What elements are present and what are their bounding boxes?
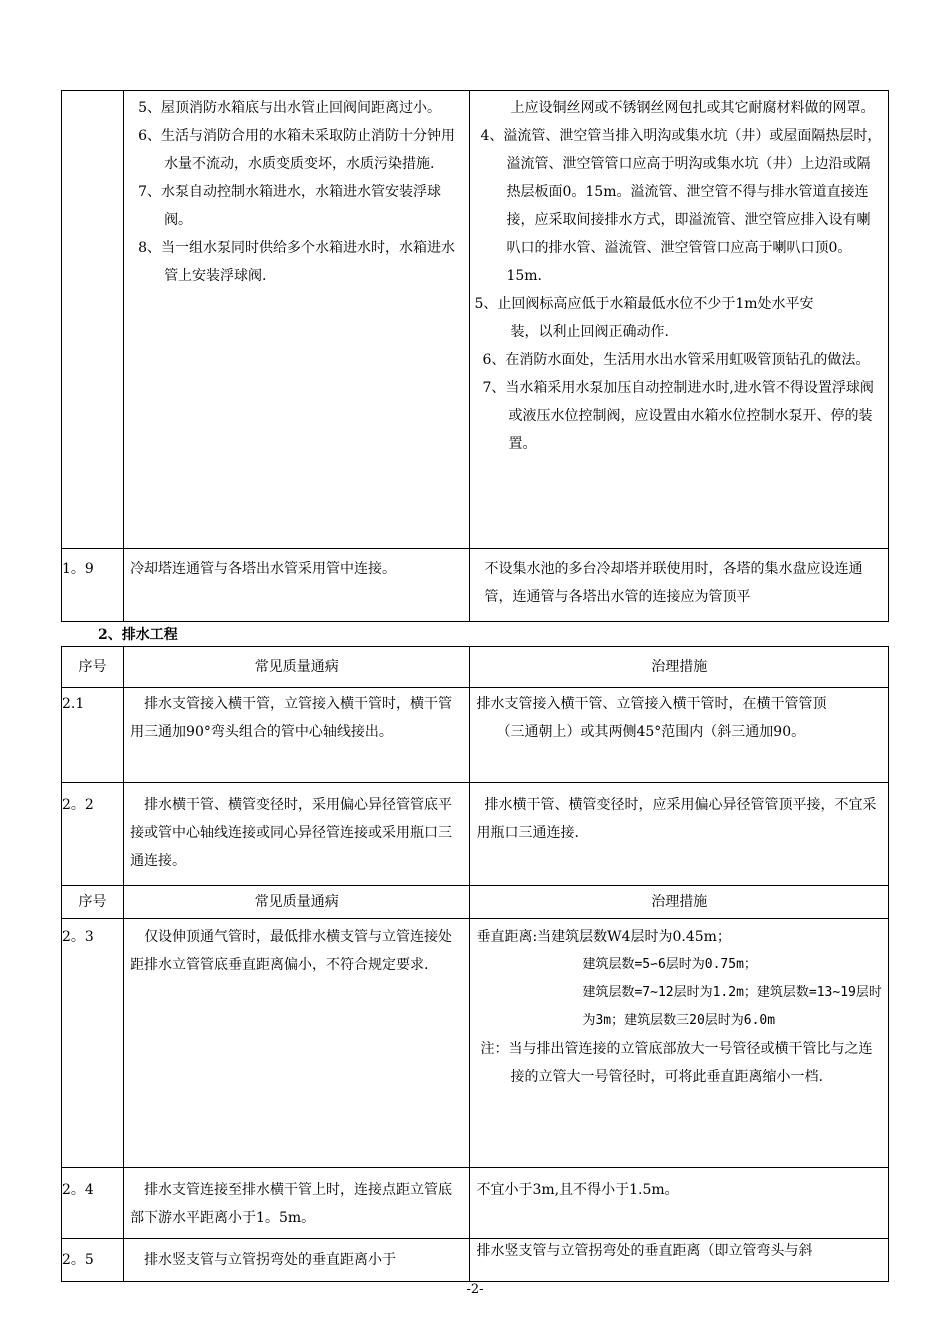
row-number: 2。3 bbox=[62, 919, 124, 1168]
measure-text: 排水支管接入横干管、立管接入横干管时，在横干管管顶 bbox=[476, 696, 827, 712]
problem-item: 7、水泵自动控制水箱进水，水箱进水管安装浮球阀。 bbox=[138, 184, 441, 228]
measure-cell: 不设集水池的多台冷却塔并联使用时，各塔的集水盘应设连通管，连通管与各塔出水管的连接应为管顶平 bbox=[470, 549, 889, 622]
header-num: 序号 bbox=[62, 647, 124, 688]
measure-text: 垂直距离:当建筑层数W4层时为0.45m； bbox=[476, 929, 731, 945]
water-supply-table bbox=[61, 90, 889, 622]
problem-item: 5、屋顶消防水箱底与出水管止回阀间距离过小。 bbox=[138, 100, 441, 116]
header-num: 序号 bbox=[62, 886, 124, 919]
table-header bbox=[62, 647, 889, 688]
measure-item: 7、当水箱采用水泵加压自动控制进水时,进水管不得设置浮球阀或液压水位控制阀，应设置由水箱水位控制水泵开、停的装置。 bbox=[482, 380, 874, 452]
problem-item: 6、生活与消防合用的水箱未采取防止消防十分钟用水量不流动，水质变质变坏，水质污染措施. bbox=[138, 128, 455, 172]
header-problem: 常见质量通病 bbox=[124, 647, 470, 688]
row-number: 2。4 bbox=[62, 1168, 124, 1239]
row-number: 2。2 bbox=[62, 783, 124, 886]
problem-cell bbox=[124, 91, 470, 549]
row-number: 1。9 bbox=[62, 549, 124, 622]
measure-item: 装，以利止回阀正确动作. bbox=[510, 324, 669, 340]
header-measure: 治理措施 bbox=[470, 647, 889, 688]
measure-note: 注：当与排出管连接的立管底部放大一号管径或横干管比与之连接的立管大一号管径时，可将此垂直距离缩小一档. bbox=[480, 1041, 873, 1085]
problem-cell: 仅设伸顶通气管时，最低排水横支管与立管连接处距排水立管管底垂直距离偏小，不符合规定要求. bbox=[124, 919, 470, 1168]
measure-cell: 排水横干管、横管变径时，应采用偏心异径管管顶平接，不宜采用瓶口三通连接. bbox=[470, 783, 889, 886]
header-measure: 治理措施 bbox=[470, 886, 889, 919]
page-number: -2- bbox=[466, 1282, 484, 1297]
drainage-table bbox=[61, 646, 889, 1282]
measure-item: 5、止回阀标高应低于水箱最低水位不少于1m处水平安 bbox=[474, 296, 814, 312]
problem-cell: 排水支管连接至排水横干管上时，连接点距立管底部下游水平距离小于1。5m。 bbox=[124, 1168, 470, 1239]
table-row bbox=[62, 1168, 889, 1239]
measure-text: （三通朝上）或其两侧45°范围内（斜三通加90。 bbox=[496, 724, 806, 740]
problem-item: 8、当一组水泵同时供给多个水箱进水时，水箱进水管上安装浮球阀. bbox=[138, 240, 455, 284]
num-cell bbox=[62, 91, 124, 549]
header-problem: 常见质量通病 bbox=[124, 886, 470, 919]
row-number: 2。5 bbox=[62, 1239, 124, 1282]
table-row bbox=[62, 549, 889, 622]
table-row bbox=[62, 91, 889, 549]
table-row bbox=[62, 688, 889, 783]
measure-cell bbox=[470, 91, 889, 549]
table-row bbox=[62, 783, 889, 886]
problem-cell: 排水横干管、横管变径时，采用偏心异径管管底平接或管中心轴线连接或同心异径管连接或采用瓶口三通连接。 bbox=[124, 783, 470, 886]
measure-item: 上应设铜丝网或不锈钢丝网包扎或其它耐腐材料做的网罩。 bbox=[510, 100, 875, 116]
measure-cell bbox=[470, 919, 889, 1168]
measure-cell: 排水竖支管与立管拐弯处的垂直距离（即立管弯头与斜 bbox=[470, 1239, 889, 1282]
section-title: 2、排水工程 bbox=[98, 627, 178, 643]
measure-cell bbox=[470, 688, 889, 783]
table-header bbox=[62, 886, 889, 919]
table-row bbox=[62, 919, 889, 1168]
problem-cell: 排水支管接入横干管，立管接入横干管时，横干管用三通加90°弯头组合的管中心轴线接出。 bbox=[124, 688, 470, 783]
measure-item: 6、在消防水面处，生活用水出水管采用虹吸管顶钻孔的做法。 bbox=[482, 352, 870, 368]
measure-cell: 不宜小于3m,且不得小于1.5m。 bbox=[470, 1168, 889, 1239]
measure-text: 建筑层数=7~12层时为1.2m；建筑层数=13~19层时为3m；建筑层数三20层时为6.0m bbox=[582, 985, 882, 1028]
table-row bbox=[62, 1239, 889, 1282]
problem-cell: 冷却塔连通管与各塔出水管采用管中连接。 bbox=[124, 549, 470, 622]
measure-item: 4、溢流管、泄空管当排入明沟或集水坑（井）或屋面隔热层时，溢流管、泄空管管口应高于明沟或集水坑（井）上边沿或隔热层板面0。15m。溢流管、泄空管不得与排水管道直接连接，应采取间接排水方式，即溢流管、泄空管应排入设有喇叭口的排水管、溢流管、泄空管管口应高于喇叭口顶0。15m. bbox=[480, 128, 882, 284]
measure-text: 建筑层数=5∽6层时为0.75m； bbox=[582, 957, 757, 972]
row-number: 2.1 bbox=[62, 688, 124, 783]
problem-cell: 排水竖支管与立管拐弯处的垂直距离小于 bbox=[124, 1239, 470, 1282]
